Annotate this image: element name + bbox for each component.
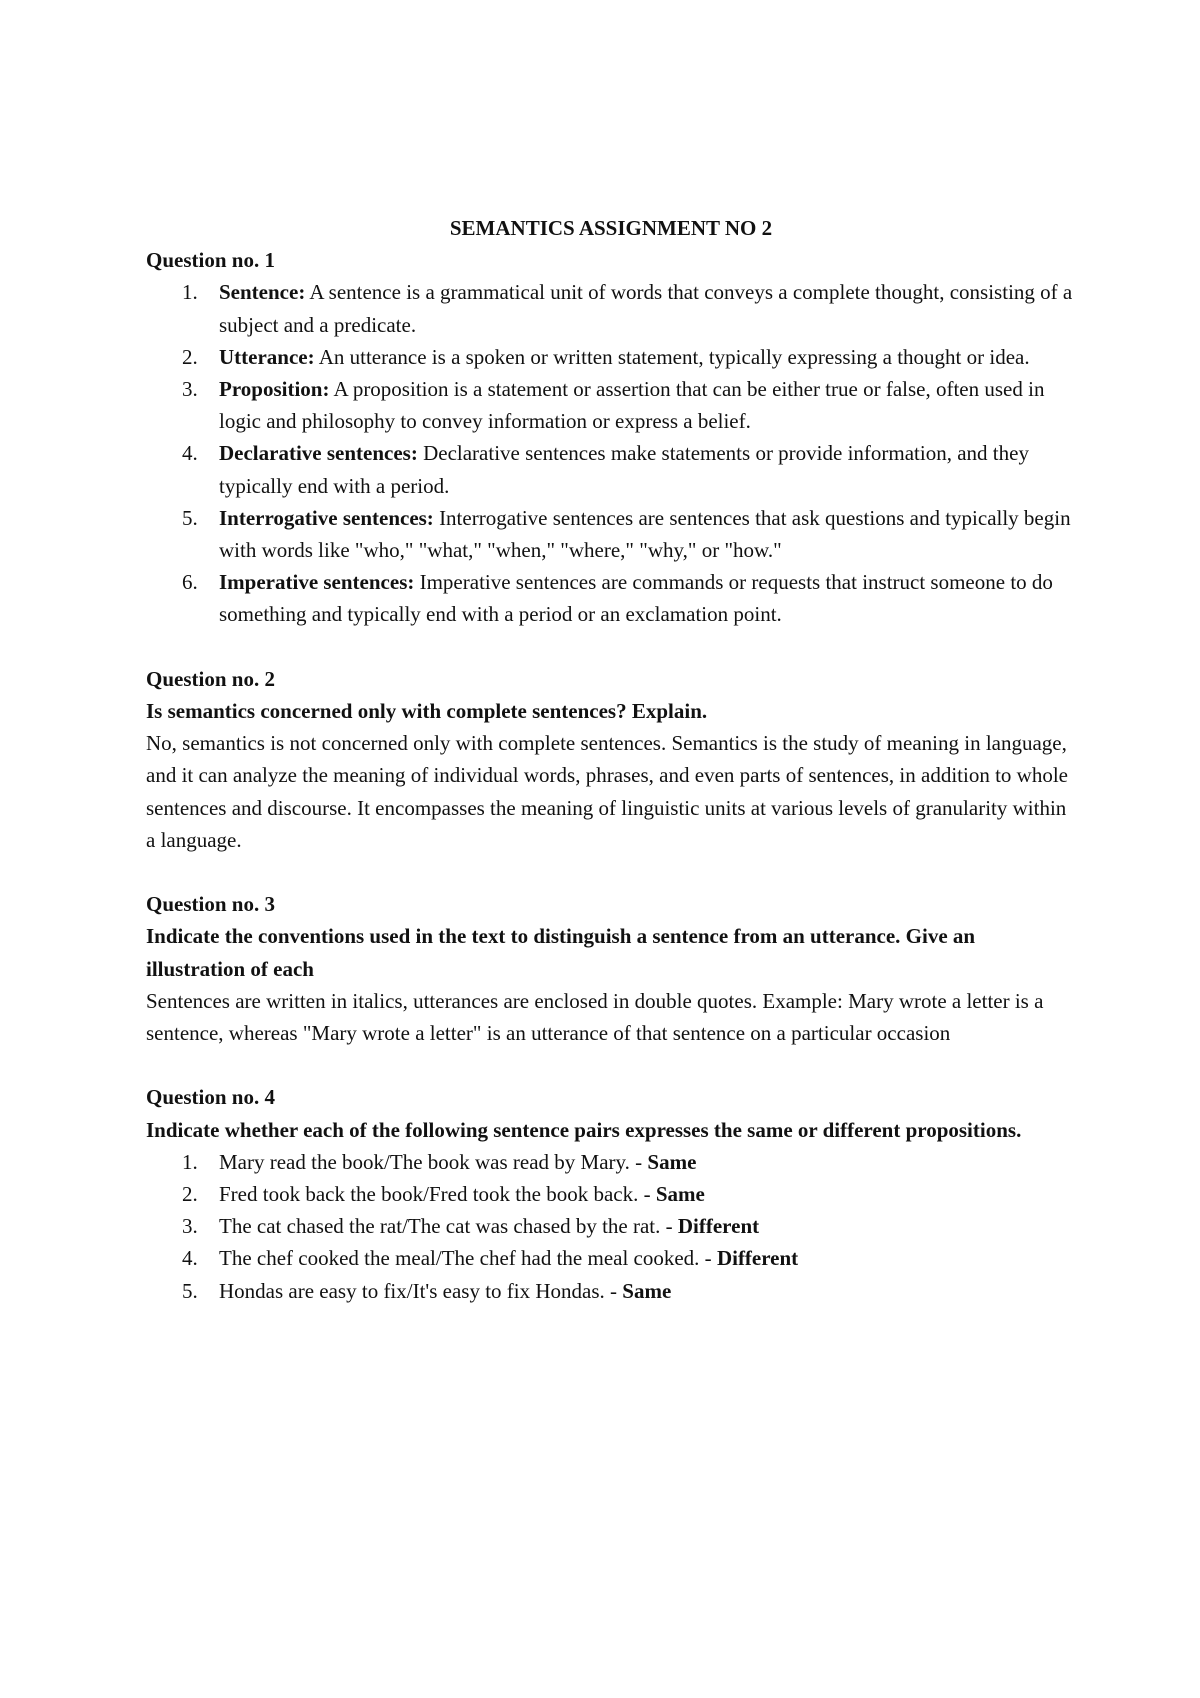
pair-answer: Same — [655, 1182, 705, 1207]
definition-term: Declarative sentences: — [219, 441, 418, 466]
sentence-pair-text: Hondas are easy to fix/It's easy to fix Hondas. - — [219, 1278, 623, 1303]
question-2-prompt: Is semantics concerned only with complete sentences? Explain. — [146, 699, 708, 724]
definition-text: Imperative sentences are commands or requests that instruct someone to do something and typically end with a period or an exclamation point. — [219, 570, 1053, 627]
question-4-prompt: Indicate whether each of the following sentence pairs expresses the same or different propositions. — [146, 1117, 1022, 1142]
paragraph-spacer — [146, 631, 1076, 663]
list-item — [146, 437, 1076, 501]
definition-text: A proposition is a statement or assertion that can be either true or false, often used in logic and philosophy to convey information or express a belief. — [219, 377, 1045, 434]
list-number: 1. — [182, 1149, 198, 1174]
definition-text: An utterance is a spoken or written statement, typically expressing a thought or idea. — [314, 344, 1030, 369]
list-number: 2. — [182, 1182, 198, 1207]
pair-answer: Different — [677, 1214, 760, 1239]
definition-term: Sentence: — [219, 280, 306, 305]
document-title: SEMANTICS ASSIGNMENT NO 2 — [449, 216, 773, 240]
sentence-pair-text: The cat chased the rat/The cat was chased by the rat. - — [219, 1214, 678, 1239]
question-4-heading: Question no. 4 — [146, 1085, 275, 1110]
list-item — [146, 566, 1076, 630]
paragraph-spacer — [146, 856, 1076, 888]
list-number: 5. — [182, 505, 198, 530]
question-1-heading: Question no. 1 — [146, 248, 275, 273]
list-number: 1. — [182, 280, 198, 305]
definition-term: Proposition: — [219, 377, 330, 402]
question-2-answer: No, semantics is not concerned only with complete sentences. Semantics is the study of meaning in language, and it can analyze the meaning of individual words, phrases, and even parts of sentences, in addition to whole sentences and discourse. It encompasses the meaning of linguistic units at various levels of granularity within a language. — [146, 731, 1068, 852]
list-number: 4. — [182, 441, 198, 466]
definition-text: Declarative sentences make statements or provide information, and they typically end with a period. — [219, 441, 1029, 498]
list-item — [146, 1275, 1076, 1307]
definition-term: Interrogative sentences: — [219, 505, 434, 530]
list-item — [146, 341, 1076, 373]
list-number: 6. — [182, 570, 198, 595]
list-item — [146, 1146, 1076, 1178]
list-number: 5. — [182, 1278, 198, 1303]
question-3-heading: Question no. 3 — [146, 892, 275, 917]
question-4-pairs-list — [146, 1146, 1076, 1307]
definition-term: Utterance: — [219, 344, 315, 369]
list-item — [146, 1178, 1076, 1210]
list-number: 3. — [182, 377, 198, 402]
question-2-heading: Question no. 2 — [146, 666, 275, 691]
question-3-answer: Sentences are written in italics, utterances are enclosed in double quotes. Example: Mary wrote a letter is a sentence, whereas "Mary wrote a letter" is an utterance of that sentence on a particular occasion — [146, 988, 1044, 1046]
question-1-definitions-list — [146, 276, 1076, 630]
document-content — [146, 212, 1076, 1307]
paragraph-spacer — [146, 1049, 1076, 1081]
list-item — [146, 502, 1076, 566]
definition-text: Interrogative sentences are sentences that ask questions and typically begin with words like "who," "what," "when," "where," "why," or "how." — [219, 505, 1071, 563]
list-item — [146, 1210, 1076, 1242]
list-item — [146, 1242, 1076, 1274]
list-item — [146, 373, 1076, 437]
definition-text: A sentence is a grammatical unit of words that conveys a complete thought, consisting of a subject and a predicate. — [219, 280, 1073, 337]
question-1-section — [146, 244, 1076, 630]
sentence-pair-text: Fred took back the book/Fred took the book back. - — [219, 1182, 656, 1207]
list-number: 3. — [182, 1214, 198, 1239]
sentence-pair-text: The chef cooked the meal/The chef had the meal cooked. - — [219, 1246, 717, 1271]
question-4-section — [146, 1081, 1076, 1306]
question-3-prompt: Indicate the conventions used in the text to distinguish a sentence from an utterance. Give an illustration of each — [146, 924, 976, 981]
question-2-section — [146, 663, 1076, 856]
list-number: 4. — [182, 1246, 198, 1271]
pair-answer: Same — [647, 1149, 697, 1174]
question-3-section — [146, 888, 1076, 1049]
sentence-pair-text: Mary read the book/The book was read by Mary. - — [219, 1149, 648, 1174]
pair-answer: Different — [716, 1246, 799, 1271]
pair-answer: Same — [622, 1278, 672, 1303]
list-number: 2. — [182, 344, 198, 369]
list-item — [146, 276, 1076, 340]
definition-term: Imperative sentences: — [219, 570, 415, 595]
